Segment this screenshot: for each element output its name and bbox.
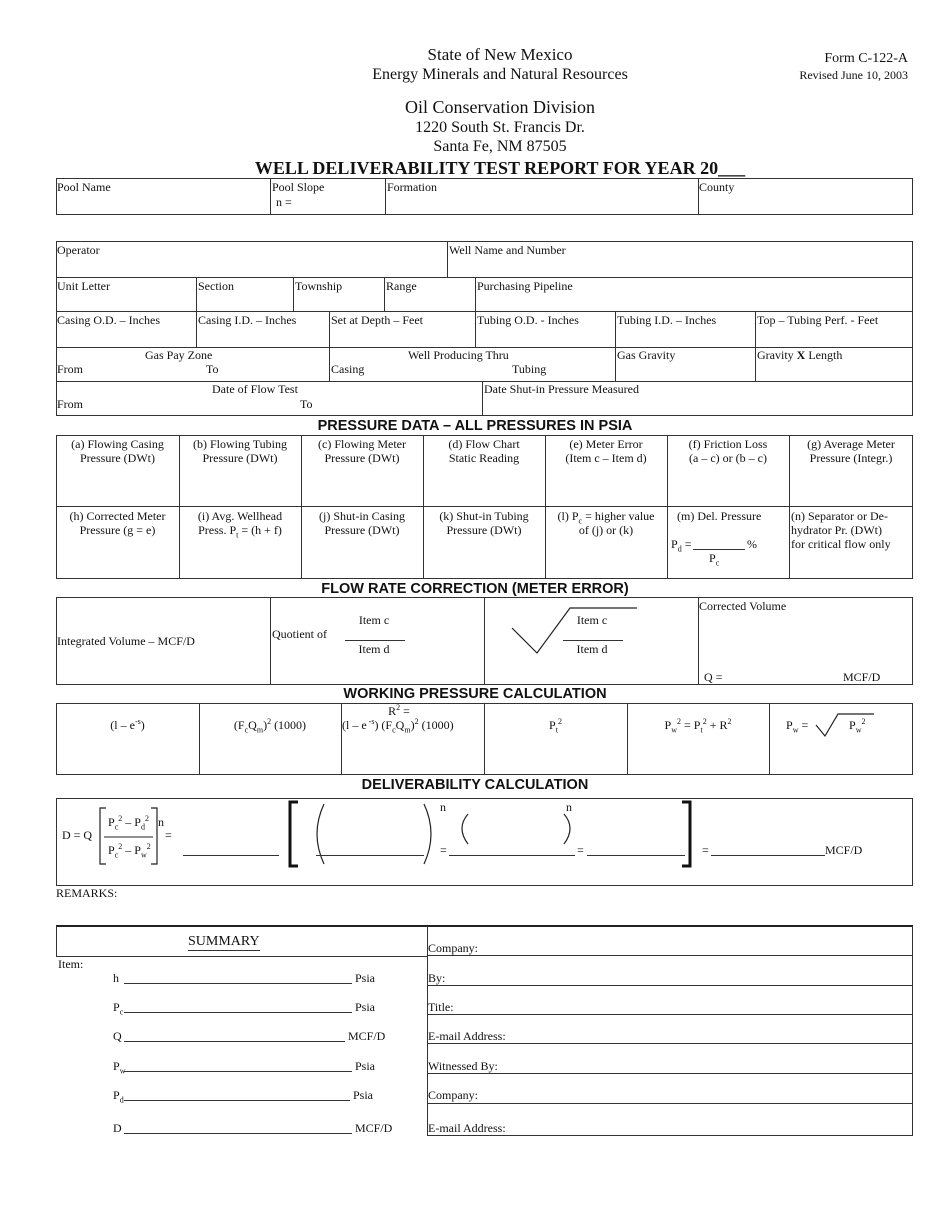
summary-row-symbol: D: [113, 1121, 122, 1135]
quotient-item-d: Item d: [358, 642, 390, 656]
well-producing-thru-label: Well Producing Thru: [408, 348, 509, 362]
flow-rate-title: FLOW RATE CORRECTION (METER ERROR): [321, 581, 629, 597]
d-result-unit: MCF/D: [825, 843, 863, 857]
purchasing-pipeline-field[interactable]: Purchasing Pipeline: [477, 279, 573, 293]
d-blank-1[interactable]: [183, 855, 279, 856]
report-title: WELL DELIVERABILITY TEST REPORT FOR YEAR 20___: [254, 158, 746, 178]
summary-row-unit: MCF/D: [348, 1029, 386, 1043]
pw-square-root-icon: [814, 712, 876, 738]
sqrt-item-d: Item d: [576, 642, 608, 656]
corrected-q-unit: MCF/D: [843, 670, 881, 684]
summary-row-blank[interactable]: [124, 1012, 352, 1013]
summary-right-rule: [427, 1073, 913, 1074]
summary-right-field[interactable]: By:: [428, 971, 446, 985]
summary-right-rule: [427, 1103, 913, 1104]
casing-id-field[interactable]: Casing I.D. – Inches: [198, 313, 297, 327]
summary-row-blank[interactable]: [124, 1071, 352, 1072]
tubing-od-field[interactable]: Tubing O.D. - Inches: [477, 313, 579, 327]
summary-row-blank[interactable]: [124, 983, 352, 984]
deliverability-title: DELIVERABILITY CALCULATION: [361, 777, 589, 793]
d-blank-result[interactable]: [711, 855, 825, 856]
d-eq-q: D = Q: [62, 828, 93, 842]
working-pressure-title: WORKING PRESSURE CALCULATION: [343, 686, 607, 702]
d-equals-4: =: [702, 843, 709, 857]
summary-right-rule: [427, 1135, 913, 1136]
summary-right-field[interactable]: Title:: [428, 1000, 454, 1014]
division-title: Oil Conservation Division: [405, 97, 595, 117]
d-blank-2[interactable]: [316, 855, 424, 856]
d-blank-3[interactable]: [449, 855, 575, 856]
gravity-x-length-field[interactable]: Gravity X Length: [757, 348, 843, 362]
pool-slope-field[interactable]: Pool Slope: [272, 180, 325, 194]
big-bracket-icon: [284, 798, 704, 870]
cell-l-pc-higher[interactable]: (l) $P_c$ = higher value of (j) or (k): [557, 509, 655, 537]
corrected-volume-label: Corrected Volume: [699, 599, 787, 613]
tubing-option[interactable]: Tubing: [512, 362, 547, 376]
form-id: Form C-122-A: [824, 51, 908, 66]
pool-name-field[interactable]: Pool Name: [57, 180, 111, 194]
cell-a-flowing-casing[interactable]: (a) Flowing Casing Pressure (DWt): [71, 437, 164, 465]
quotient-item-c: Item c: [358, 613, 390, 627]
summary-right-rule: [427, 985, 913, 986]
cell-i-avg-wellhead[interactable]: (i) Avg. Wellhead Press. $P_t = (h + f)$: [197, 509, 283, 540]
cell-m-del-pressure[interactable]: (m) Del. Pressure $P_d$ = % $P_c$: [671, 509, 762, 568]
summary-row-unit: MCF/D: [355, 1121, 393, 1135]
remarks-label[interactable]: REMARKS:: [56, 886, 118, 900]
integrated-volume-field[interactable]: Integrated Volume – MCF/D: [57, 634, 195, 648]
date-flow-test-label: Date of Flow Test: [212, 382, 298, 396]
summary-right-rule: [427, 955, 913, 956]
casing-od-field[interactable]: Casing O.D. – Inches: [57, 313, 160, 327]
summary-row-unit: Psia: [355, 971, 376, 985]
gas-pay-to-field[interactable]: To: [206, 362, 219, 376]
summary-right-rule: [427, 1043, 913, 1044]
flow-test-to-field[interactable]: To: [300, 397, 313, 411]
top-tubing-perf-field[interactable]: Top – Tubing Perf. - Feet: [757, 313, 879, 327]
gas-pay-zone-label: Gas Pay Zone: [145, 348, 213, 362]
summary-right-field[interactable]: Company:: [428, 941, 478, 955]
ratio-exponent: n: [158, 815, 164, 829]
wp-col-3[interactable]: (l – e $^{-s}$) $(F_cQ_m)^2$ (1000): [342, 717, 454, 735]
cell-j-shutin-casing[interactable]: (j) Shut-in Casing Pressure (DWt): [319, 509, 405, 537]
date-shut-in-field[interactable]: Date Shut-in Pressure Measured: [484, 382, 639, 396]
paren-exponent-2: n: [566, 800, 572, 814]
section-field[interactable]: Section: [198, 279, 234, 293]
cell-n-separator[interactable]: (n) Separator or De- hydrator Pr. (DWt) for critical flow only: [791, 509, 891, 551]
well-name-field[interactable]: Well Name and Number: [449, 243, 566, 257]
set-at-depth-field[interactable]: Set at Depth – Feet: [331, 313, 423, 327]
wp-col-1[interactable]: $(l - e^{-s})$: [110, 717, 145, 732]
wp-col-2[interactable]: $(F_cQ_m)^2$ (1000): [233, 717, 307, 735]
cell-h-corrected-meter[interactable]: (h) Corrected Meter Pressure (g = e): [69, 509, 166, 537]
operator-field[interactable]: Operator: [57, 243, 100, 257]
d-blank-4[interactable]: [587, 855, 685, 856]
quotient-of-label: Quotient of: [272, 627, 327, 641]
cell-f-friction-loss[interactable]: (f) Friction Loss (a – c) or (b – c): [688, 437, 768, 465]
state-title: State of New Mexico: [427, 45, 573, 64]
summary-title: SUMMARY: [188, 934, 260, 949]
casing-option[interactable]: Casing: [331, 362, 365, 376]
d-equals-3: =: [577, 843, 584, 857]
township-field[interactable]: Township: [295, 279, 343, 293]
summary-row-symbol: $P_w$: [113, 1059, 126, 1076]
wp-col-6-pw2: $P_w^2$: [849, 717, 866, 735]
summary-row-symbol: $P_c$: [113, 1000, 124, 1017]
formation-field[interactable]: Formation: [387, 180, 437, 194]
revised-date: Revised June 10, 2003: [799, 68, 908, 82]
sqrt-item-c: Item c: [576, 613, 608, 627]
gas-pay-from-field[interactable]: From: [57, 362, 84, 376]
department-title: Energy Minerals and Natural Resources: [372, 66, 628, 83]
address-line-2: Santa Fe, NM 87505: [433, 138, 567, 155]
unit-letter-field[interactable]: Unit Letter: [57, 279, 110, 293]
summary-right-field[interactable]: E-mail Address:: [428, 1029, 506, 1043]
cell-k-shutin-tubing[interactable]: (k) Shut-in Tubing Pressure (DWt): [439, 509, 529, 537]
summary-right-field[interactable]: Company:: [428, 1088, 478, 1102]
wp-col-3-r2: $R^2$ =: [388, 703, 410, 718]
wp-col-6[interactable]: $P_w$ =: [786, 718, 809, 735]
tubing-id-field[interactable]: Tubing I.D. – Inches: [617, 313, 717, 327]
summary-row-unit: Psia: [355, 1059, 376, 1073]
gas-gravity-field[interactable]: Gas Gravity: [617, 348, 676, 362]
cell-c-flowing-meter[interactable]: (c) Flowing Meter Pressure (DWt): [318, 437, 406, 465]
summary-row-symbol: Q: [113, 1029, 122, 1043]
summary-row-blank[interactable]: [124, 1100, 350, 1101]
summary-row-unit: Psia: [353, 1088, 374, 1102]
pool-slope-n: n =: [276, 195, 292, 209]
ratio-numerator: $P_c^2 - P_d^2$: [108, 814, 149, 832]
cell-e-meter-error[interactable]: (e) Meter Error (Item c – Item d): [565, 437, 647, 465]
summary-right-rule: [427, 1014, 913, 1015]
summary-row-blank[interactable]: [124, 1041, 345, 1042]
cell-g-average-meter[interactable]: (g) Average Meter Pressure (Integr.): [807, 437, 895, 465]
summary-row-blank[interactable]: [124, 1133, 352, 1134]
wp-col-5[interactable]: $P_w^2 = P_t^2 + R^2$: [664, 717, 732, 735]
summary-item-label: Item:: [58, 957, 84, 971]
summary-right-field[interactable]: Witnessed By:: [428, 1059, 498, 1073]
cell-d-flow-chart[interactable]: (d) Flow Chart Static Reading: [448, 437, 520, 465]
flow-test-from-field[interactable]: From: [57, 397, 84, 411]
cell-b-flowing-tubing[interactable]: (b) Flowing Tubing Pressure (DWt): [192, 437, 288, 465]
summary-row-symbol: h: [113, 971, 119, 985]
ratio-equals: =: [165, 828, 172, 842]
county-field[interactable]: County: [699, 180, 735, 194]
corrected-q-field[interactable]: Q =: [704, 670, 723, 684]
paren-exponent-1: n: [440, 800, 446, 814]
pool-row: [56, 178, 913, 215]
ratio-denominator: $P_c^2 - P_w^2$: [108, 842, 151, 860]
address-line-1: 1220 South St. Francis Dr.: [415, 119, 585, 136]
summary-right-field[interactable]: E-mail Address:: [428, 1121, 506, 1135]
d-equals-2: =: [440, 843, 447, 857]
summary-row-symbol: $P_d$: [113, 1088, 124, 1105]
wp-col-4[interactable]: $P_t^2$: [549, 717, 562, 735]
summary-row-unit: Psia: [355, 1000, 376, 1014]
pressure-data-title: PRESSURE DATA – ALL PRESSURES IN PSIA: [317, 418, 633, 434]
range-field[interactable]: Range: [386, 279, 417, 293]
